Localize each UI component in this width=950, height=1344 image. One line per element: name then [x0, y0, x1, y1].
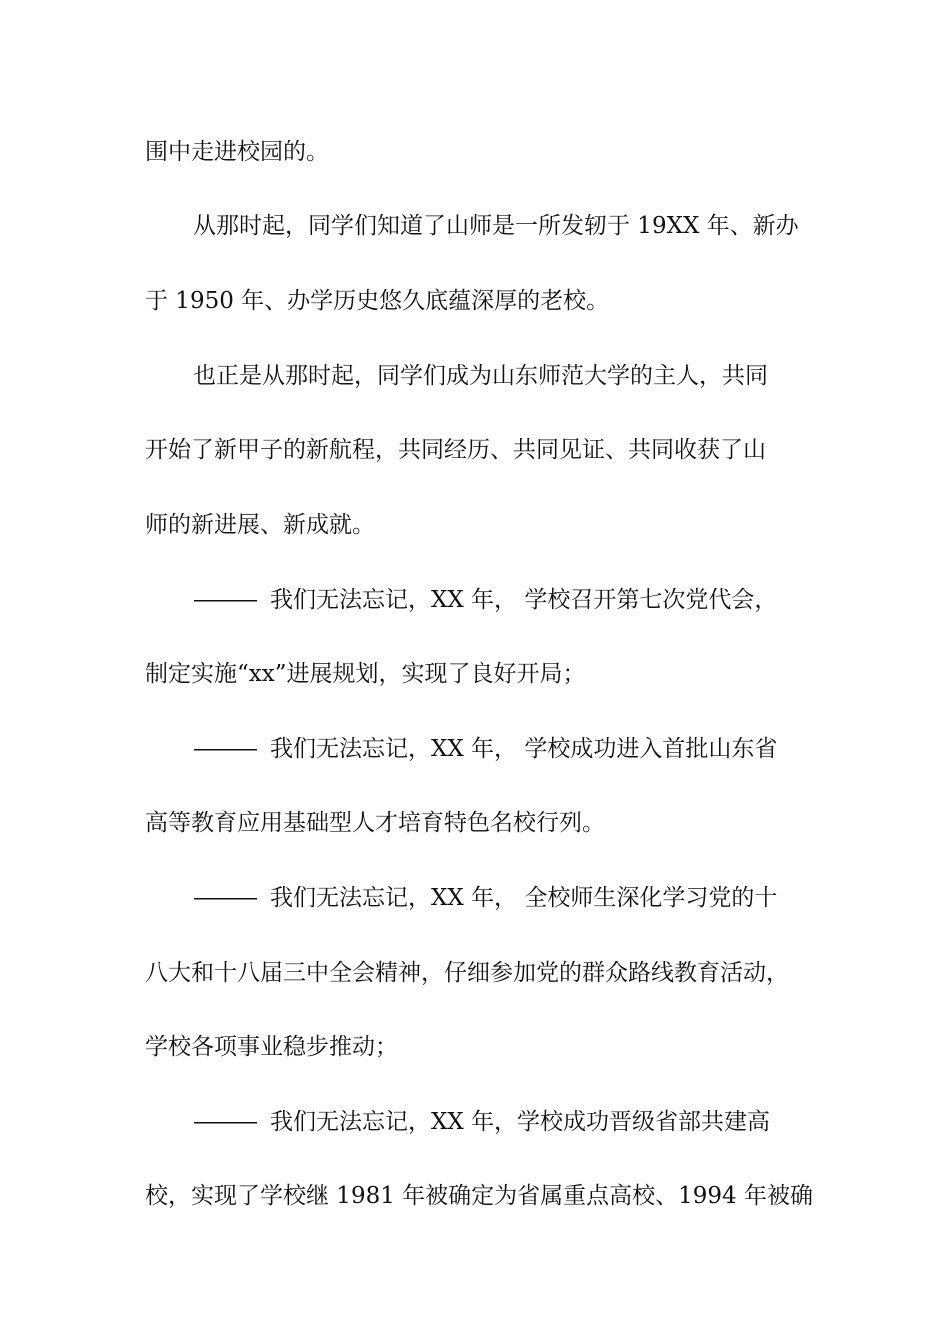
- text-line: [193, 1107, 770, 1137]
- text-line: 开始了新甲子的新航程，共同经历、共同见证、共同收获了山: [145, 437, 766, 463]
- em-dash: ———: [193, 736, 256, 762]
- text-line: 也正是从那时起，同学们成为山东师范大学的主人，共同: [193, 363, 768, 389]
- text-line: [193, 883, 777, 913]
- text-span: 我们无法忘记，XX 年， 学校召开第七次党代会，: [270, 587, 778, 613]
- text-line: [193, 585, 777, 615]
- text-line: 校，实现了学校继 1981 年被确定为省属重点高校、1994 年被确: [145, 1183, 813, 1209]
- text-line: 制定实施“xx”进展规划，实现了良好开局；: [145, 661, 586, 687]
- text-line: 围中走进校园的。: [145, 139, 329, 165]
- text-line: 从那时起，同学们知道了山师是一所发轫于 19XX 年、新办: [193, 213, 799, 239]
- text-line: 师的新进展、新成就。: [145, 512, 375, 538]
- text-span: 我们无法忘记，XX 年， 学校成功进入首批山东省: [270, 736, 778, 762]
- em-dash: ———: [193, 587, 256, 613]
- em-dash: ———: [193, 1109, 256, 1135]
- text-line: 高等教育应用基础型人才培育特色名校行列。: [145, 810, 605, 836]
- text-line: 于 1950 年、办学历史悠久底蕴深厚的老校。: [145, 288, 610, 314]
- text-line: [193, 734, 777, 764]
- em-dash: ———: [193, 885, 256, 911]
- text-span: 我们无法忘记，XX 年， 全校师生深化学习党的十: [270, 885, 778, 911]
- text-line: 学校各项事业稳步推动；: [145, 1034, 398, 1060]
- text-span: 我们无法忘记，XX 年，学校成功晋级省部共建高: [270, 1109, 771, 1135]
- text-line: 八大和十八届三中全会精神，仔细参加党的群众路线教育活动，: [145, 960, 789, 986]
